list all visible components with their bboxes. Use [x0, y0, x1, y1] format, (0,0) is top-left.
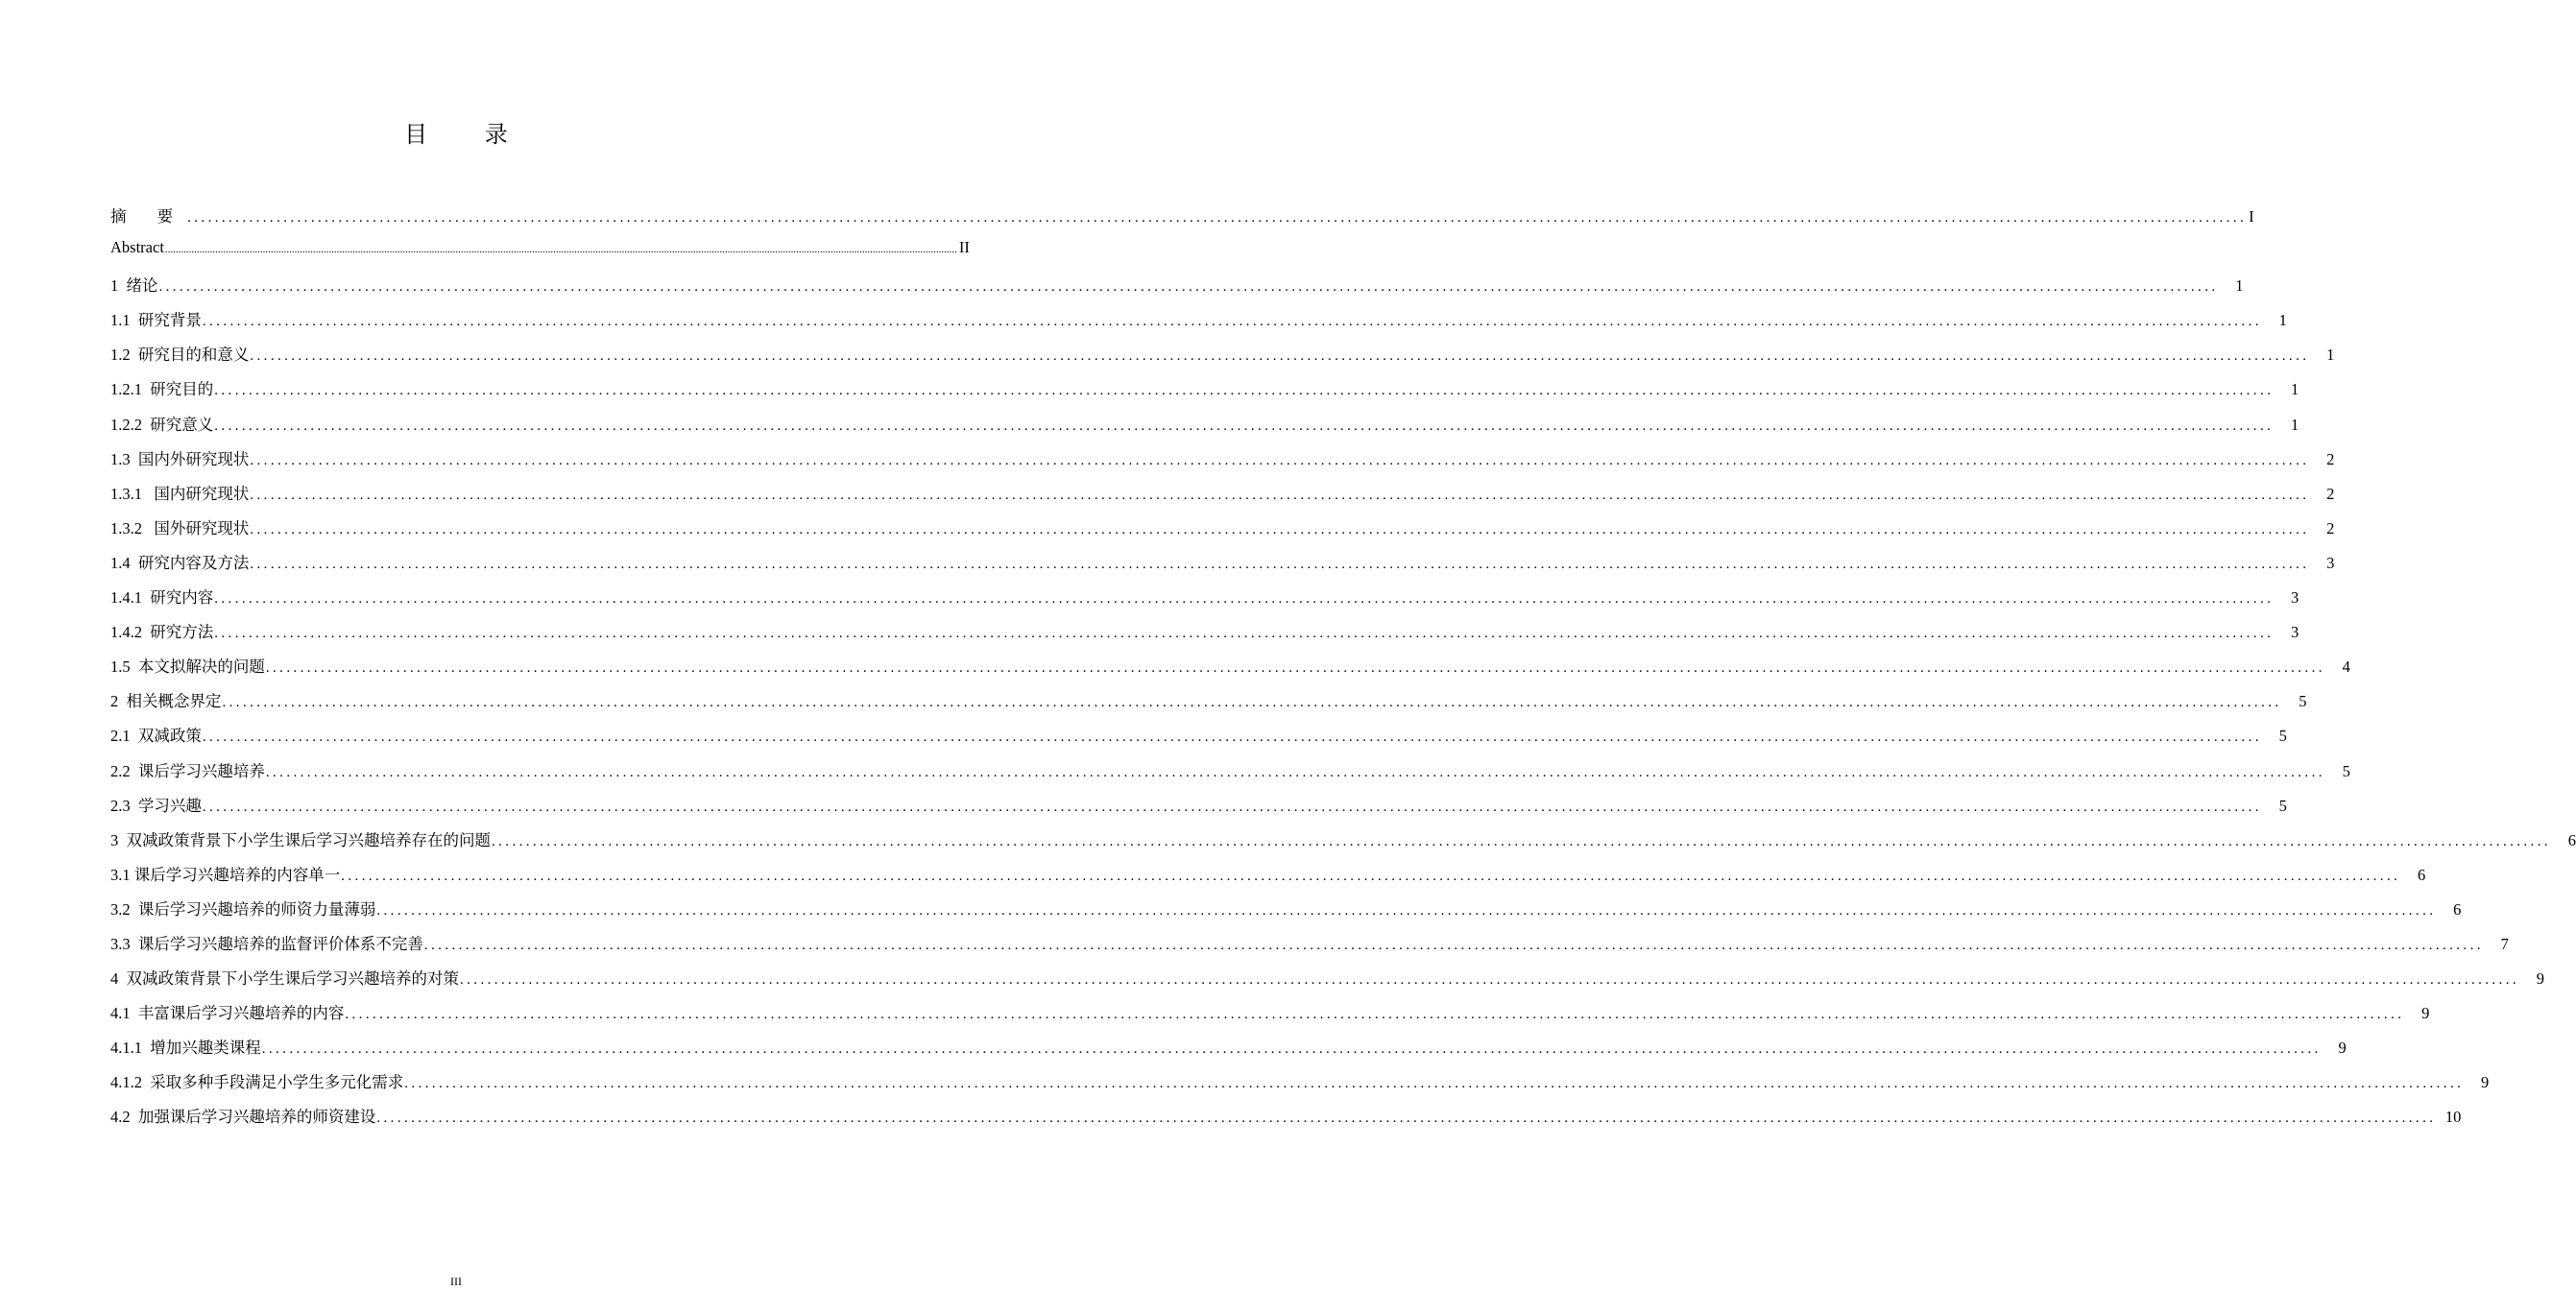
toc-entry-label: 4.1.1 增加兴趣类课程	[110, 1039, 261, 1058]
toc-entry-label: 1.4.1 研究内容	[110, 588, 214, 608]
toc-entry[interactable]	[110, 238, 970, 273]
toc-entry-page: 2	[2326, 484, 2335, 503]
toc-entry-label: 3.3 课后学习兴趣培养的监督评价体系不完善	[110, 934, 423, 953]
toc-entry-page: 1	[2235, 276, 2244, 296]
toc-entry[interactable]	[110, 412, 2299, 446]
toc-entry[interactable]	[110, 619, 2299, 654]
page-number: III	[450, 1275, 462, 1288]
toc-title: 目 录	[404, 121, 533, 148]
toc-entry-page: 9	[2481, 1073, 2490, 1092]
toc-leader-dots: ............................................................................................................................................................................................................................................................................................................	[187, 210, 2248, 226]
toc-entry-label: 4.1.2 采取多种手段满足小学生多元化需求	[110, 1073, 404, 1092]
toc-leader-dots: ............................................................................................................................................................................................................................................................................................................	[460, 972, 2519, 989]
toc-entry-page: 9	[2338, 1039, 2347, 1058]
toc-leader-dots: ............................................................................................................................................................................................................................................................................................................	[222, 695, 2282, 711]
toc-entry-page: 9	[2421, 1004, 2430, 1023]
toc-entry[interactable]	[110, 550, 2335, 585]
toc-entry-page: 7	[2500, 934, 2509, 953]
toc-entry-page: 6	[2453, 899, 2462, 919]
toc-entry-label: 3 双减政策背景下小学生课后学习兴趣培养存在的问题	[110, 830, 491, 849]
toc-entry-label: 4.1 丰富课后学习兴趣培养的内容	[110, 1004, 345, 1023]
toc-entry-label: 1.2.2 研究意义	[110, 415, 214, 434]
toc-entry-page: 5	[2278, 796, 2287, 815]
toc-entry[interactable]	[110, 203, 2254, 238]
toc-entry[interactable]	[110, 1000, 2430, 1035]
toc-entry[interactable]	[110, 793, 2287, 827]
toc-leader-dots: ............................................................................................................................................................................................................................................................................................................	[158, 279, 2219, 296]
toc-entry[interactable]	[110, 446, 2335, 481]
toc-entry[interactable]	[110, 896, 2462, 931]
toc-entry-label: 摘 要	[110, 207, 187, 226]
toc-entry-label: 4 双减政策背景下小学生课后学习兴趣培养的对策	[110, 969, 459, 989]
toc-leader-dots: ............................................................................................................................................................................................................................................................................................................	[250, 487, 2310, 503]
toc-entry-label: 1.5 本文拟解决的问题	[110, 657, 265, 677]
toc-leader-dots: ............................................................................................................................................................................................................................................................................................................	[164, 244, 957, 256]
toc-leader-dots: ............................................................................................................................................................................................................................................................................................................	[250, 556, 2310, 572]
toc-entry-label: 2 相关概念界定	[110, 692, 222, 711]
toc-entry[interactable]	[110, 342, 2335, 376]
toc-leader-dots: ............................................................................................................................................................................................................................................................................................................	[341, 868, 2401, 884]
toc-entry-page: 1	[2291, 380, 2299, 399]
toc-entry-page: II	[958, 238, 970, 257]
toc-entry[interactable]	[110, 585, 2299, 619]
toc-entry-page: 3	[2291, 623, 2299, 642]
toc-entry-label: Abstract	[110, 238, 164, 257]
toc-entry-page: 10	[2444, 1108, 2462, 1127]
toc-entry-page: 9	[2536, 969, 2544, 989]
toc-entry[interactable]	[110, 966, 2544, 1000]
toc-entry[interactable]	[110, 931, 2509, 966]
toc-entry-page: 5	[2278, 727, 2287, 746]
toc-leader-dots: ............................................................................................................................................................................................................................................................................................................	[265, 660, 2325, 677]
toc-entry-label: 3.1 课后学习兴趣培养的内容单一	[110, 865, 341, 884]
toc-leader-dots: ............................................................................................................................................................................................................................................................................................................	[214, 383, 2275, 399]
toc-entry[interactable]	[110, 481, 2335, 515]
toc-leader-dots: ............................................................................................................................................................................................................................................................................................................	[492, 833, 2551, 849]
table-of-contents	[110, 203, 2576, 1139]
toc-entry-label: 2.2 课后学习兴趣培养	[110, 761, 265, 780]
toc-entry[interactable]	[110, 862, 2426, 896]
toc-leader-dots: ............................................................................................................................................................................................................................................................................................................	[250, 452, 2310, 468]
toc-entry-page: I	[2249, 207, 2254, 226]
toc-entry-page: 1	[2291, 415, 2299, 434]
toc-entry-page: 4	[2342, 657, 2350, 677]
toc-leader-dots: ............................................................................................................................................................................................................................................................................................................	[376, 1111, 2437, 1127]
toc-entry[interactable]	[110, 654, 2350, 688]
toc-leader-dots: ............................................................................................................................................................................................................................................................................................................	[423, 937, 2484, 953]
toc-leader-dots: ............................................................................................................................................................................................................................................................................................................	[250, 348, 2310, 365]
toc-leader-dots: ............................................................................................................................................................................................................................................................................................................	[202, 799, 2262, 815]
toc-entry-label: 1.3.2 国外研究现状	[110, 518, 250, 538]
toc-leader-dots: ............................................................................................................................................................................................................................................................................................................	[345, 1007, 2405, 1023]
toc-entry[interactable]	[110, 1069, 2490, 1104]
toc-entry-label: 1.3 国内外研究现状	[110, 449, 250, 468]
toc-entry[interactable]	[110, 827, 2576, 862]
toc-leader-dots: ............................................................................................................................................................................................................................................................................................................	[376, 902, 2437, 919]
toc-entry-label: 1.3.1 国内研究现状	[110, 484, 250, 503]
toc-entry-page: 1	[2326, 346, 2335, 365]
toc-entry-page: 5	[2342, 761, 2350, 780]
toc-leader-dots: ............................................................................................................................................................................................................................................................................................................	[214, 626, 2275, 642]
toc-entry-page: 5	[2299, 692, 2307, 711]
toc-entry-label: 2.1 双减政策	[110, 727, 202, 746]
toc-leader-dots: ............................................................................................................................................................................................................................................................................................................	[261, 1041, 2322, 1058]
toc-entry-label: 1 绪论	[110, 276, 158, 296]
toc-entry[interactable]	[110, 1104, 2462, 1138]
toc-leader-dots: ............................................................................................................................................................................................................................................................................................................	[265, 764, 2325, 780]
toc-entry-page: 3	[2326, 553, 2335, 572]
toc-entry-page: 6	[2418, 865, 2426, 884]
toc-entry-label: 3.2 课后学习兴趣培养的师资力量薄弱	[110, 899, 376, 919]
toc-entry-label: 1.2.1 研究目的	[110, 380, 214, 399]
toc-entry[interactable]	[110, 515, 2335, 550]
toc-leader-dots: ............................................................................................................................................................................................................................................................................................................	[214, 591, 2275, 608]
toc-leader-dots: ............................................................................................................................................................................................................................................................................................................	[250, 521, 2310, 538]
toc-entry[interactable]	[110, 723, 2287, 757]
toc-entry[interactable]	[110, 307, 2287, 342]
toc-entry[interactable]	[110, 376, 2299, 411]
toc-entry-label: 1.4.2 研究方法	[110, 623, 214, 642]
toc-entry-page: 6	[2567, 830, 2576, 849]
toc-entry-page: 2	[2326, 518, 2335, 538]
toc-entry[interactable]	[110, 758, 2350, 793]
toc-entry[interactable]	[110, 688, 2307, 723]
toc-leader-dots: ............................................................................................................................................................................................................................................................................................................	[202, 729, 2262, 746]
toc-leader-dots: ............................................................................................................................................................................................................................................................................................................	[214, 418, 2275, 434]
toc-entry-page: 3	[2291, 588, 2299, 608]
toc-entry-label: 1.1 研究背景	[110, 311, 202, 330]
toc-leader-dots: ............................................................................................................................................................................................................................................................................................................	[404, 1076, 2465, 1092]
toc-leader-dots: ............................................................................................................................................................................................................................................................................................................	[202, 314, 2262, 330]
toc-entry-label: 2.3 学习兴趣	[110, 796, 202, 815]
toc-entry-page: 2	[2326, 449, 2335, 468]
toc-entry-label: 4.2 加强课后学习兴趣培养的师资建设	[110, 1108, 376, 1127]
toc-entry-label: 1.2 研究目的和意义	[110, 346, 250, 365]
toc-entry[interactable]	[110, 273, 2244, 307]
toc-entry-page: 1	[2278, 311, 2287, 330]
toc-entry-label: 1.4 研究内容及方法	[110, 553, 250, 572]
toc-entry[interactable]	[110, 1035, 2347, 1069]
